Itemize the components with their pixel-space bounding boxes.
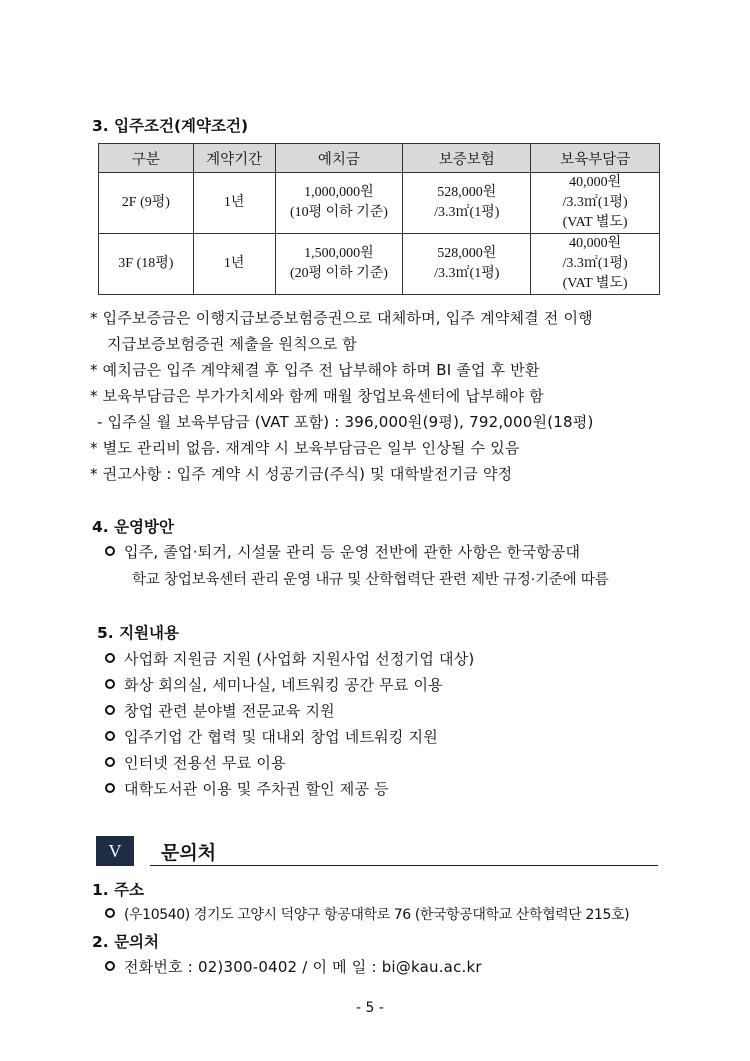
circle-bullet-icon [105, 653, 115, 663]
note-line: 지급보증보험증권 제출을 원칙으로 함 [107, 335, 357, 353]
header-category: 구분 [99, 144, 194, 173]
insurance-amount: 528,000원 [437, 246, 497, 261]
inquiry-line: 전화번호 : 02)300-0402 / 이 메 일 : bi@kau.ac.kr [105, 956, 482, 977]
note-line: * 별도 관리비 없음. 재계약 시 보육부담금은 일부 인상될 수 있음 [90, 439, 520, 457]
circle-bullet-icon [105, 546, 115, 556]
header-insurance: 보증보험 [403, 144, 531, 173]
circle-bullet-icon [105, 908, 115, 918]
list-item: 인터넷 전용선 무료 이용 [105, 752, 286, 773]
cell-fee [531, 173, 660, 234]
cell-fee [531, 234, 660, 295]
section-numeral-badge: V [96, 836, 134, 866]
table-row [99, 234, 660, 295]
section-3-heading: 3. 입주조건(계약조건) [92, 117, 249, 135]
cell-deposit [275, 173, 403, 234]
insurance-unit: /3.3㎡(1평) [434, 266, 500, 281]
note-line: * 보육부담금은 부가가치세와 함께 매월 창업보육센터에 납부해야 함 [90, 387, 544, 405]
inquiry-heading: 2. 문의처 [92, 933, 159, 951]
deposit-amount: 1,500,000원 [304, 246, 374, 261]
circle-bullet-icon [105, 679, 115, 689]
fee-amount: 40,000원 [569, 236, 622, 251]
title-underline [150, 865, 658, 866]
fee-vat: (VAT 별도) [562, 215, 628, 230]
cell-floor: 2F (9평) [99, 173, 194, 234]
cell-floor: 3F (18평) [99, 234, 194, 295]
insurance-unit: /3.3㎡(1평) [434, 205, 500, 220]
cell-period: 1년 [193, 173, 275, 234]
header-fee: 보육부담금 [531, 144, 660, 173]
list-item: 입주기업 간 협력 및 대내외 창업 네트워킹 지원 [105, 726, 438, 747]
list-item-continuation: 학교 창업보육센터 관리 운영 내규 및 산학협력단 관련 제반 규정·기준에 따름 [132, 572, 609, 588]
fee-unit: /3.3㎡(1평) [562, 256, 628, 271]
note-line: * 입주보증금은 이행지급보증보험증권으로 대체하며, 입주 계약체결 전 이행 [90, 309, 593, 327]
cell-insurance [403, 234, 531, 295]
note-line: - 입주실 월 보육부담금 (VAT 포함) : 396,000원(9평), 792,000원(18평) [97, 413, 594, 431]
circle-bullet-icon [105, 783, 115, 793]
note-line: * 권고사항 : 입주 계약 시 성공기금(주식) 및 대학발전기금 약정 [90, 465, 513, 483]
circle-bullet-icon [105, 705, 115, 715]
deposit-amount: 1,000,000원 [304, 185, 374, 200]
list-item: 창업 관련 분야별 전문교육 지원 [105, 700, 335, 721]
circle-bullet-icon [105, 961, 115, 971]
address-heading: 1. 주소 [92, 881, 145, 899]
cell-period: 1년 [193, 234, 275, 295]
note-line: * 예치금은 입주 계약체결 후 입주 전 납부해야 하며 BI 졸업 후 반환 [90, 361, 540, 379]
fee-vat: (VAT 별도) [562, 276, 628, 291]
insurance-amount: 528,000원 [437, 185, 497, 200]
section-4-heading: 4. 운영방안 [92, 518, 174, 536]
contract-conditions-table [98, 143, 660, 295]
table-header-row [99, 144, 660, 173]
list-item: 대학도서관 이용 및 주차권 할인 제공 등 [105, 778, 389, 799]
cell-insurance [403, 173, 531, 234]
cell-deposit [275, 234, 403, 295]
list-item: 사업화 지원금 지원 (사업화 지원사업 선정기업 대상) [105, 648, 474, 669]
header-deposit: 예치금 [275, 144, 403, 173]
contact-title: 문의처 [161, 842, 217, 864]
fee-amount: 40,000원 [569, 175, 622, 190]
header-period: 계약기간 [193, 144, 275, 173]
section-5-heading: 5. 지원내용 [97, 624, 179, 642]
deposit-basis: (10평 이하 기준) [289, 205, 388, 220]
list-item: 화상 회의실, 세미나실, 네트워킹 공간 무료 이용 [105, 674, 443, 695]
fee-unit: /3.3㎡(1평) [562, 195, 628, 210]
list-item: 입주, 졸업·퇴거, 시설물 관리 등 운영 전반에 관한 사항은 한국항공대 [105, 541, 580, 562]
deposit-basis: (20평 이하 기준) [289, 266, 388, 281]
page-number: - 5 - [356, 1000, 384, 1016]
address-line: (우10540) 경기도 고양시 덕양구 항공대학로 76 (한국항공대학교 산학협력단 215호) [105, 904, 629, 924]
table-row [99, 173, 660, 234]
circle-bullet-icon [105, 731, 115, 741]
circle-bullet-icon [105, 757, 115, 767]
